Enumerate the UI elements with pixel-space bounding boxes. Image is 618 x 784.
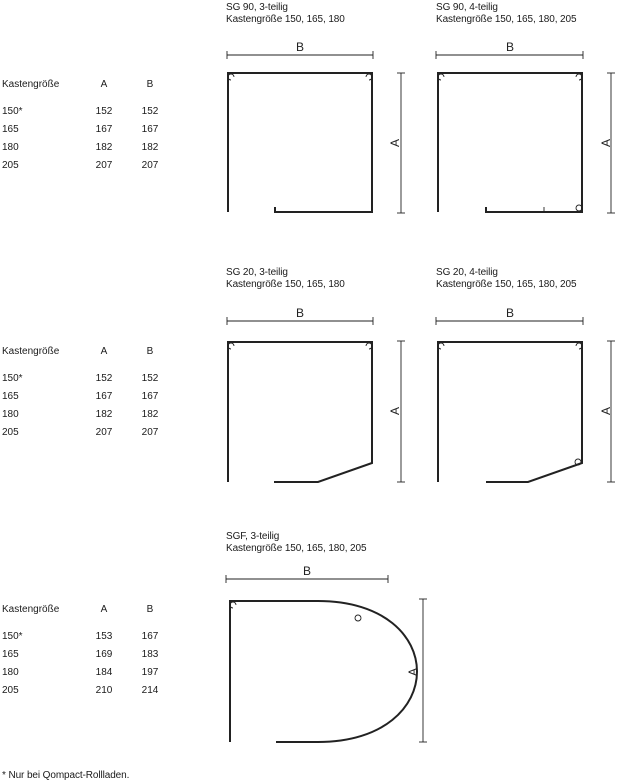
table-cell: 205 xyxy=(2,160,19,171)
table-cell: 153 xyxy=(95,631,113,642)
table-header-a: A xyxy=(100,604,108,615)
table-cell: 205 xyxy=(2,427,19,438)
table-cell: 180 xyxy=(2,409,19,420)
dimension-label-a: A xyxy=(599,138,613,148)
table-header-b: B xyxy=(146,346,154,357)
drawing-sg90-4 xyxy=(436,40,615,213)
table-cell: 152 xyxy=(95,373,113,384)
drawing-sizes: Kastengröße 150, 165, 180, 205 xyxy=(226,543,367,554)
dimension-label-a: A xyxy=(599,406,613,416)
table-header-size: Kastengröße xyxy=(2,604,60,615)
drawing-sizes: Kastengröße 150, 165, 180 xyxy=(226,14,345,25)
table-cell: 207 xyxy=(95,160,113,171)
table-cell: 180 xyxy=(2,142,19,153)
table-cell: 165 xyxy=(2,124,19,135)
drawing-title: SG 20, 3-teilig xyxy=(226,267,288,278)
corner-detail xyxy=(355,615,361,621)
dimension-label-b: B xyxy=(295,40,305,54)
table-cell: 167 xyxy=(141,124,159,135)
table-cell: 214 xyxy=(141,685,159,696)
drawing-sizes: Kastengröße 150, 165, 180, 205 xyxy=(436,14,577,25)
box-outline xyxy=(438,73,582,212)
drawing-sg20-4 xyxy=(436,306,615,482)
table-cell: 167 xyxy=(95,124,113,135)
drawing-sg20-3 xyxy=(227,306,405,482)
table-cell: 182 xyxy=(141,142,159,153)
drawing-sgf-3 xyxy=(226,564,427,742)
table-cell: 183 xyxy=(141,649,159,660)
table-cell: 152 xyxy=(141,373,159,384)
table-cell: 150* xyxy=(2,631,23,642)
drawing-title: SG 20, 4-teilig xyxy=(436,267,498,278)
table-header-size: Kastengröße xyxy=(2,79,60,90)
box-outline xyxy=(438,342,582,482)
footnote: * Nur bei Qompact-Rollladen. xyxy=(2,770,130,781)
table-cell: 184 xyxy=(95,667,113,678)
table-cell: 207 xyxy=(141,427,159,438)
drawing-title: SG 90, 4-teilig xyxy=(436,2,498,13)
table-cell: 182 xyxy=(141,409,159,420)
table-cell: 152 xyxy=(95,106,113,117)
drawing-sg90-3 xyxy=(227,40,405,213)
dimension-label-b: B xyxy=(302,564,312,578)
table-cell: 180 xyxy=(2,667,19,678)
drawing-title: SGF, 3-teilig xyxy=(226,531,280,542)
box-outline xyxy=(228,73,372,212)
table-cell: 205 xyxy=(2,685,19,696)
dimension-label-b: B xyxy=(505,40,515,54)
table-header-b: B xyxy=(146,604,154,615)
dimension-label-a: A xyxy=(388,406,402,416)
box-outline xyxy=(228,342,372,482)
drawing-title: SG 90, 3-teilig xyxy=(226,2,288,13)
table-cell: 167 xyxy=(95,391,113,402)
table-cell: 210 xyxy=(95,685,113,696)
table-cell: 152 xyxy=(141,106,159,117)
table-cell: 182 xyxy=(95,409,113,420)
table-cell: 197 xyxy=(141,667,159,678)
table-header-size: Kastengröße xyxy=(2,346,60,357)
table-cell: 167 xyxy=(141,631,159,642)
table-cell: 165 xyxy=(2,649,19,660)
dimension-label-b: B xyxy=(295,306,305,320)
table-cell: 182 xyxy=(95,142,113,153)
dimension-label-b: B xyxy=(505,306,515,320)
table-header-a: A xyxy=(100,346,108,357)
dimension-label-a: A xyxy=(388,138,402,148)
table-cell: 150* xyxy=(2,373,23,384)
table-cell: 207 xyxy=(95,427,113,438)
table-cell: 165 xyxy=(2,391,19,402)
drawing-sizes: Kastengröße 150, 165, 180, 205 xyxy=(436,279,577,290)
dimension-label-a: A xyxy=(406,667,420,677)
table-header-a: A xyxy=(100,79,108,90)
table-cell: 207 xyxy=(141,160,159,171)
table-header-b: B xyxy=(146,79,154,90)
table-cell: 169 xyxy=(95,649,113,660)
box-outline xyxy=(230,601,417,742)
drawing-sizes: Kastengröße 150, 165, 180 xyxy=(226,279,345,290)
table-cell: 150* xyxy=(2,106,23,117)
table-cell: 167 xyxy=(141,391,159,402)
